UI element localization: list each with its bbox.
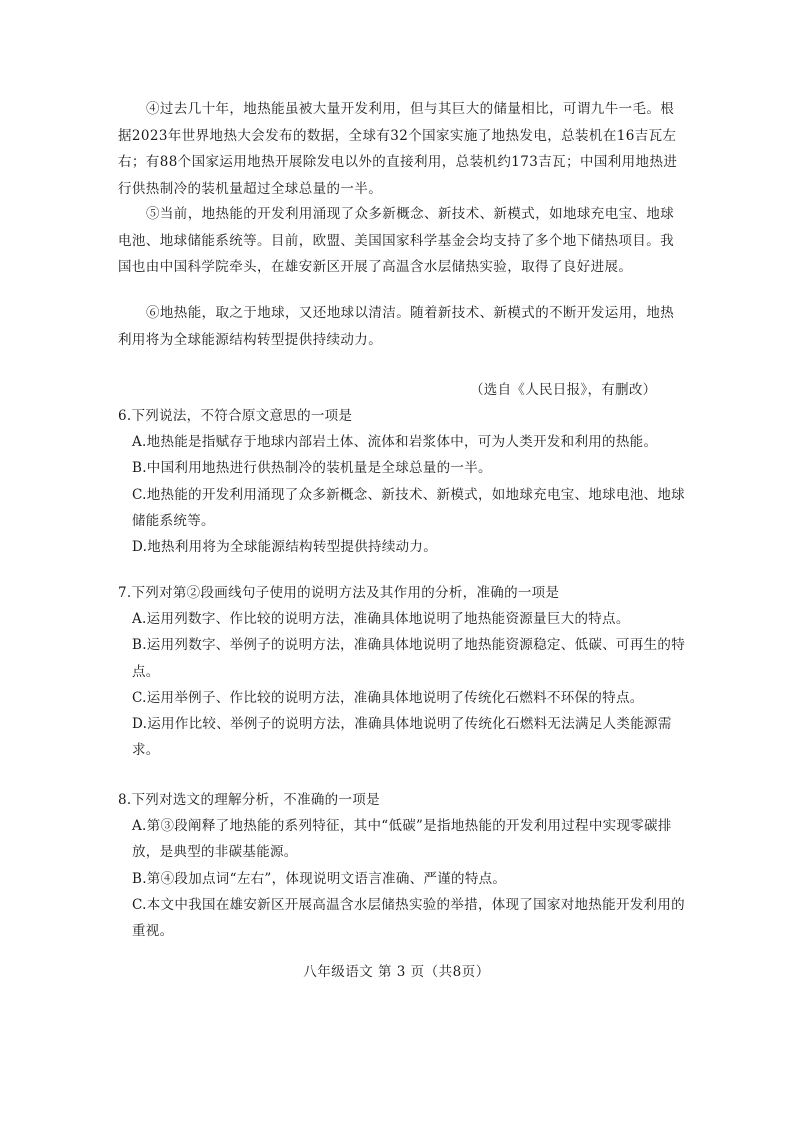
question-stem: 8.下列对选文的理解分析，不准确的一项是 [118,792,380,808]
question-stem: 6.下列说法，不符合原文意思的一项是 [118,408,353,424]
question-8 [118,787,688,944]
passage-paragraph-5: ⑤当前，地热能的开发利用涌现了众多新概念、新技术、新模式，如地球充电宝、地球电池、地球储能系统等。目前，欧盟、美国国家科学基金会均支持了多个地下储热项目。我国也由中国科学院牵头，在雄安新区开展了高温含水层储热实验，取得了良好进展。 [118,206,675,275]
question-option: D.运用作比较、举例子的说明方法，准确具体地说明了传统化石燃料无法满足人类能源需求。 [132,716,672,759]
question-option: B.运用列数字、举例子的说明方法，准确具体地说明了地热能资源稳定、低碳、可再生的特点。 [132,637,686,680]
question-7 [118,580,688,763]
question-option: A.地热能是指赋存于地球内部岩土体、流体和岩浆体中，可为人类开发和利用的热能。 [132,434,658,451]
page-footer: 八年级语文 第 3 页（共8页） [303,964,490,980]
question-option: A.第③段阐释了地热能的系列特征，其中“低碳”是指地热能的开发利用过程中实现零碳排放，是典型的非碳基能源。 [132,818,672,861]
passage-source: （选自《人民日报》，有删改） [470,382,657,398]
question-option: C.运用举例子、作比较的说明方法，准确具体地说明了传统化石燃料不环保的特点。 [132,689,644,706]
passage-paragraph-6: ⑥地热能，取之于地球，又还地球以清洁。随着新技术、新模式的不断开发运用，地热利用将为全球能源结构转型提供持续动力。 [118,305,675,348]
question-6 [118,403,688,560]
question-option: B.中国利用地热进行供热制冷的装机量是全球总量的一半。 [132,460,492,477]
question-option: C.地热能的开发利用涌现了众多新概念、新技术、新模式，如地球充电宝、地球电池、地球储能系统等。 [132,486,685,529]
question-option: B.第④段加点词“左右”，体现说明文语言准确、严谨的特点。 [132,870,507,887]
question-option: D.地热利用将为全球能源结构转型提供持续动力。 [132,539,438,556]
question-option: A.运用列数字、作比较的说明方法，准确具体地说明了地热能资源量巨大的特点。 [132,611,630,628]
question-stem: 7.下列对第②段画线句子使用的说明方法及其作用的分析，准确的一项是 [118,585,560,601]
question-option: C.本文中我国在雄安新区开展高温含水层储热实验的举措，体现了国家对地热能开发利用的重视。 [132,896,685,940]
passage-paragraph-4: ④过去几十年，地热能虽被大量开发利用，但与其巨大的储量相比，可谓九牛一毛。根据2023年世界地热大会发布的数据，全球有32个国家实施了地热发电，总装机在16吉瓦左右；有88个国家运用地热开展除发电以外的直接利用，总装机约173吉瓦；中国利用地热进行供热制冷的装机量超过全球总量的一半。 [118,101,678,197]
